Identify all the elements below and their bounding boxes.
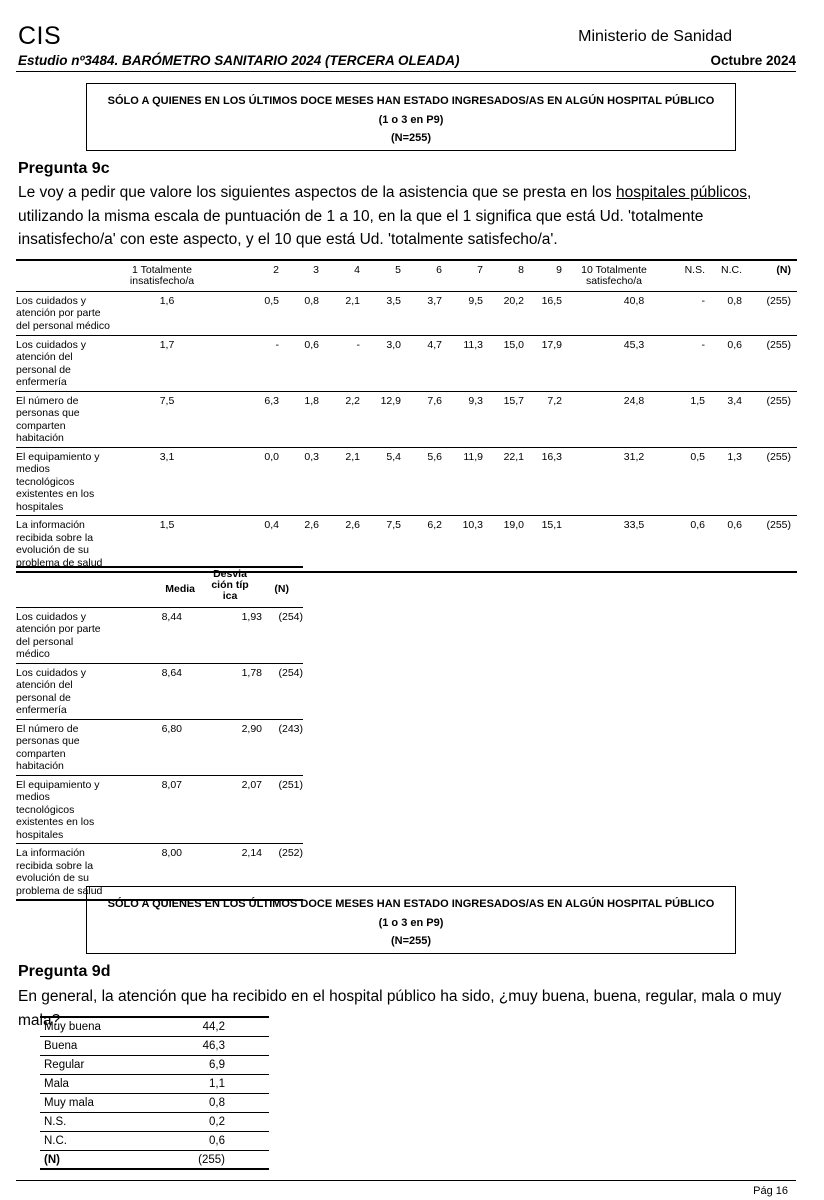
- row-label: La información recibida sobre la evolución de su problema de salud: [16, 519, 103, 569]
- cell: 7,5: [386, 519, 401, 531]
- col-header: 1 Totalmente insatisfecho/a: [129, 264, 195, 287]
- question-9d-title: Pregunta 9d: [18, 963, 111, 980]
- col-header: 3: [313, 264, 319, 276]
- cell: 11,3: [463, 338, 483, 351]
- filter-box-9d: [86, 886, 736, 954]
- cell: 31,2: [623, 450, 645, 463]
- table-row: [40, 1150, 269, 1169]
- table-row: [16, 607, 303, 663]
- footer-divider: [16, 1180, 796, 1181]
- table-row: [16, 775, 303, 844]
- row-label: El equipamiento y medios tecnológicos existentes en los hospitales: [16, 450, 100, 513]
- cell: 1,8: [304, 394, 319, 407]
- cell: 0,3: [304, 450, 319, 463]
- table-row: [16, 335, 797, 391]
- cell: 4,7: [427, 338, 442, 351]
- cell: 1,6: [159, 294, 175, 307]
- cell: 1,5: [690, 394, 705, 407]
- cell: 6,2: [427, 519, 442, 531]
- table-row: [40, 1131, 269, 1150]
- question-9c-text-underlined: hospitales públicos: [615, 184, 747, 201]
- cell: 46,3: [202, 1040, 225, 1052]
- cell: 8,07: [161, 778, 182, 791]
- question-9c-text-part1: Le voy a pedir que valore los siguientes aspectos de la asistencia que se presta en los: [18, 184, 616, 201]
- cell: 6,80: [161, 722, 182, 735]
- cell: 12,9: [380, 394, 401, 407]
- cell: -: [701, 338, 705, 351]
- cell: (243): [278, 722, 303, 735]
- filter-line-1: SÓLO A QUIENES EN LOS ÚLTIMOS DOCE MESES HAN ESTADO INGRESADOS/AS EN ALGÚN HOSPITAL PÚBLICO: [107, 95, 715, 107]
- cell: 15,7: [503, 394, 524, 407]
- cell: (255): [766, 450, 791, 463]
- col-header-desviacion: Desviación típica: [211, 568, 249, 602]
- cell: 1,7: [159, 338, 175, 351]
- row-label: El número de personas que comparten habitación: [16, 722, 80, 772]
- row-label: Los cuidados y atención del personal de enfermería: [16, 338, 87, 388]
- cell: 0,6: [727, 519, 742, 531]
- col-header: 2: [273, 264, 279, 276]
- cell: 5,4: [386, 450, 401, 463]
- ministry-name: Ministerio de Sanidad: [578, 28, 732, 45]
- question-9c-text-part2: , utilizando la misma escala de puntuación de 1 a 10, en la que el 1 significa que está Ud. 'totalmente insatisfecho/a' con este aspecto, y el 10 que está Ud. 'totalmente satisfecho/a'.: [18, 184, 752, 248]
- cell: 7,2: [547, 394, 562, 407]
- cell: 10,3: [462, 519, 483, 531]
- cell: (251): [278, 778, 303, 791]
- table-row: [16, 291, 797, 335]
- cell: (255): [766, 519, 791, 531]
- cell: 15,1: [541, 519, 562, 531]
- cell: 0,8: [304, 294, 319, 307]
- cell: 9,3: [468, 394, 483, 407]
- cell: 16,3: [541, 450, 562, 463]
- cell: 7,6: [427, 394, 442, 407]
- cell: 8,00: [161, 847, 182, 859]
- cell: 15,0: [503, 338, 524, 351]
- filter-line-1: SÓLO A QUIENES EN LOS ÚLTIMOS DOCE MESES HAN ESTADO INGRESADOS/AS EN ALGÚN HOSPITAL PÚBLICO: [107, 898, 715, 910]
- row-label: Los cuidados y atención por parte del personal médico: [16, 610, 101, 660]
- header-blank: [16, 260, 114, 291]
- row-label: Los cuidados y atención del personal de enfermería: [16, 666, 87, 716]
- cell: (255): [198, 1153, 225, 1166]
- cell: 0,6: [727, 338, 742, 351]
- filter-box-9c: [86, 83, 736, 151]
- cell: 2,1: [345, 450, 360, 463]
- table-row: [40, 1017, 269, 1036]
- cell: 2,07: [241, 778, 262, 791]
- cell: (252): [278, 847, 303, 859]
- overall-rating-table: [40, 1016, 269, 1170]
- cell: 5,6: [427, 450, 442, 463]
- cell: 9,5: [468, 294, 483, 307]
- cell: 0,4: [264, 519, 279, 531]
- cell: 2,90: [241, 722, 262, 735]
- cell: 2,1: [345, 294, 360, 307]
- col-header: N.S.: [684, 264, 705, 276]
- col-header: 5: [395, 264, 401, 276]
- row-label: El equipamiento y medios tecnológicos existentes en los hospitales: [16, 778, 100, 841]
- cell: 0,5: [690, 450, 705, 463]
- row-label: (N): [44, 1153, 60, 1166]
- cell: (255): [766, 338, 791, 351]
- cell: (254): [278, 666, 303, 679]
- satisfaction-distribution-table: [16, 259, 797, 573]
- cell: 0,5: [264, 294, 279, 307]
- filter-line-2: (1 o 3 en P9): [378, 113, 444, 126]
- cell: 0,8: [727, 294, 742, 307]
- cell: -: [701, 294, 705, 307]
- table-row: [40, 1055, 269, 1074]
- cell: (255): [766, 294, 791, 307]
- question-9d-text: En general, la atención que ha recibido en el hospital público ha sido, ¿muy buena, buena, regular, mala o muy mala?: [18, 988, 782, 1029]
- cell: 2,6: [345, 519, 360, 531]
- table-row: [16, 516, 797, 573]
- row-label: La información recibida sobre la evolución de su problema de salud: [16, 847, 103, 897]
- cell: 0,0: [264, 450, 279, 463]
- cell: 33,5: [623, 519, 645, 531]
- col-header: 6: [436, 264, 442, 276]
- cell: -: [275, 338, 279, 351]
- cell: 11,9: [463, 450, 483, 463]
- cell: 0,8: [209, 1097, 225, 1109]
- row-label: Muy buena: [44, 1021, 101, 1034]
- page-number: Pág 16: [753, 1185, 788, 1197]
- cell: 7,5: [159, 394, 175, 407]
- cell: 8,44: [161, 610, 182, 623]
- col-header-media: Media: [165, 582, 195, 595]
- row-label: Muy mala: [44, 1097, 94, 1109]
- row-label: Regular: [44, 1059, 85, 1071]
- cell: -: [356, 338, 360, 351]
- col-header: 10 Totalmente satisfecho/a: [581, 264, 647, 287]
- cell: 2,6: [304, 519, 319, 531]
- cell: 0,6: [209, 1135, 225, 1147]
- table-row: [40, 1074, 269, 1093]
- cell: 3,7: [427, 294, 442, 307]
- filter-line-3: (N=255): [390, 935, 432, 947]
- table-row: [16, 391, 797, 447]
- cell: 0,2: [209, 1116, 225, 1128]
- row-label: N.C.: [44, 1135, 67, 1147]
- cell: 3,4: [727, 394, 742, 407]
- table-row: [40, 1036, 269, 1055]
- cell: 2,14: [241, 847, 262, 859]
- org-logo-text: CIS: [18, 22, 62, 50]
- row-label: Mala: [44, 1078, 69, 1090]
- table-row: [16, 719, 303, 775]
- cell: 1,93: [241, 610, 262, 623]
- table-row: [40, 1093, 269, 1112]
- cell: 1,1: [209, 1078, 225, 1090]
- col-header-n: (N): [274, 582, 289, 595]
- cell: 20,2: [503, 294, 524, 307]
- question-9c-text: [18, 181, 800, 252]
- cell: (254): [278, 610, 303, 623]
- question-9c-title: Pregunta 9c: [18, 160, 110, 177]
- header-blank: [16, 567, 108, 607]
- col-header: N.C.: [721, 264, 742, 276]
- cell: 19,0: [503, 519, 524, 531]
- cell: 8,64: [161, 666, 182, 679]
- cell: 45,3: [623, 338, 645, 351]
- cell: 6,3: [264, 394, 279, 407]
- cell: 3,1: [159, 450, 175, 463]
- col-header: 4: [354, 264, 360, 276]
- col-header: 9: [556, 264, 562, 276]
- col-header: 8: [518, 264, 524, 276]
- cell: 0,6: [690, 519, 705, 531]
- cell: 3,5: [386, 294, 401, 307]
- filter-line-2: (1 o 3 en P9): [378, 916, 444, 929]
- satisfaction-mean-table: [16, 566, 303, 901]
- col-header: (N): [776, 264, 791, 276]
- cell: (255): [766, 394, 791, 407]
- cell: 1,5: [159, 519, 175, 531]
- row-label: El número de personas que comparten habitación: [16, 394, 80, 444]
- cell: 22,1: [503, 450, 524, 463]
- table-header-row: [16, 567, 303, 607]
- table-row: [16, 447, 797, 516]
- cell: 44,2: [202, 1021, 225, 1034]
- cell: 40,8: [623, 294, 645, 307]
- table-row: [16, 663, 303, 719]
- cell: 2,2: [345, 394, 360, 407]
- cell: 6,9: [209, 1059, 225, 1071]
- cell: 17,9: [541, 338, 562, 351]
- header-divider: [16, 71, 796, 72]
- cell: 0,6: [304, 338, 319, 351]
- col-header: 7: [477, 264, 483, 276]
- cell: 16,5: [541, 294, 562, 307]
- cell: 24,8: [623, 394, 645, 407]
- filter-line-3: (N=255): [390, 132, 432, 144]
- cell: 1,78: [241, 666, 262, 679]
- study-title: Estudio nº3484. BARÓMETRO SANITARIO 2024 (TERCERA OLEADA): [18, 53, 460, 68]
- cell: 3,0: [386, 338, 401, 351]
- study-date: Octubre 2024: [710, 53, 796, 68]
- row-label: Los cuidados y atención por parte del personal médico: [16, 294, 110, 332]
- row-label: Buena: [44, 1040, 78, 1052]
- cell: 1,3: [727, 450, 742, 463]
- table-row: [40, 1112, 269, 1131]
- table-header-row: [16, 260, 797, 291]
- row-label: N.S.: [44, 1116, 67, 1128]
